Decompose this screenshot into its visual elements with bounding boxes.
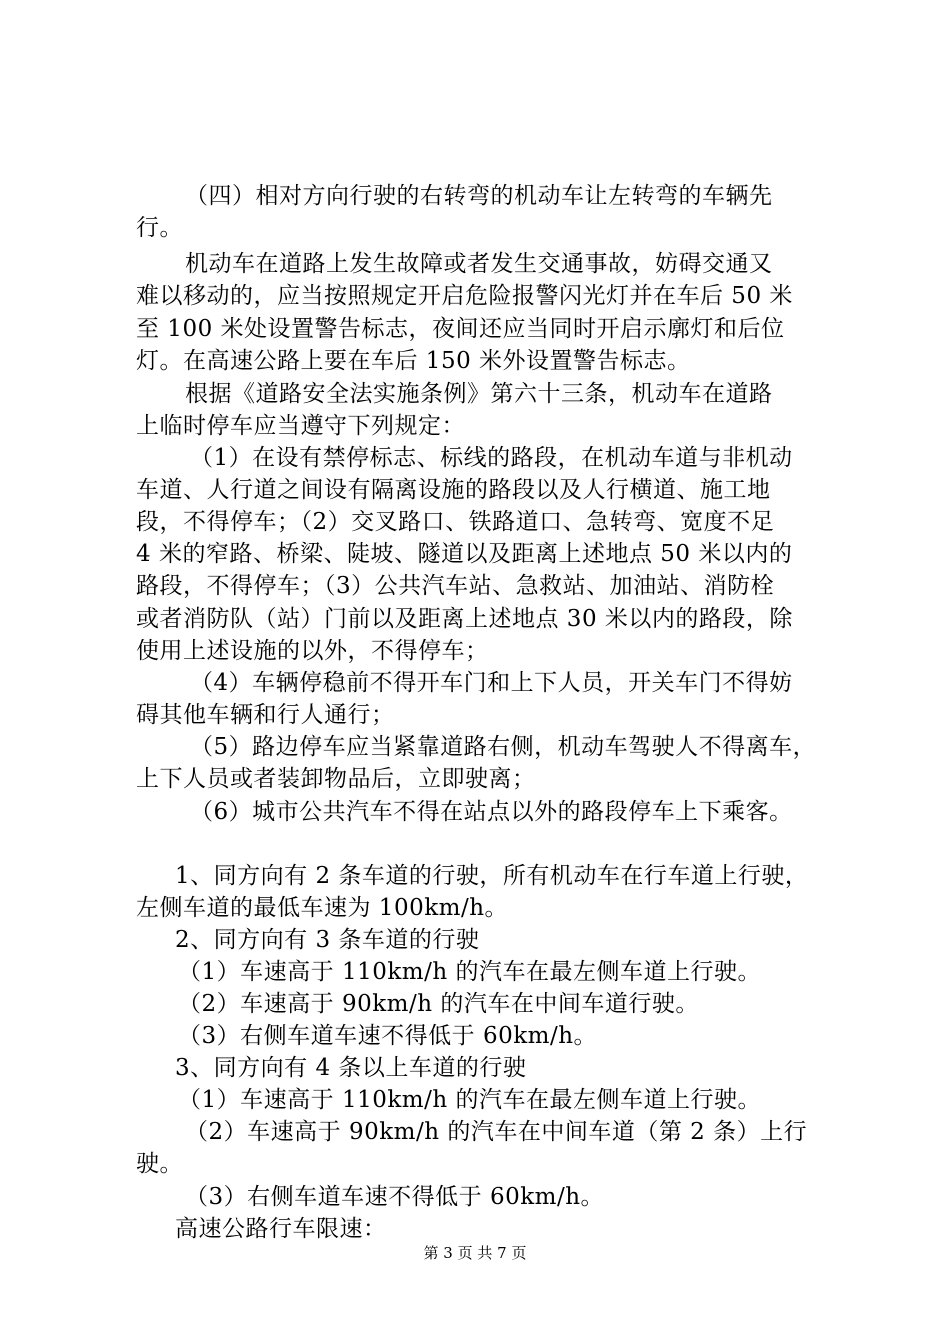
paragraph-line: 根据《道路安全法实施条例》第六十三条，机动车在道路 <box>185 381 773 407</box>
paragraph-line: 3、同方向有 4 条以上车道的行驶 <box>175 1055 527 1081</box>
paragraph-line: （3）右侧车道车速不得低于 60km/h。 <box>178 1023 598 1049</box>
paragraph-line: 使用上述设施的以外，不得停车； <box>136 638 489 664</box>
paragraph-line: 高速公路行车限速： <box>175 1216 387 1242</box>
paragraph-line: 车道、人行道之间设有隔离设施的路段以及人行横道、施工地 <box>136 477 771 503</box>
paragraph-line: 上临时停车应当遵守下列规定： <box>136 413 465 439</box>
paragraph-line: 上下人员或者装卸物品后，立即驶离； <box>136 766 536 792</box>
paragraph-line: 段，不得停车；（2）交叉路口、铁路道口、急转弯、宽度不足 <box>136 509 775 535</box>
paragraph-line: 驶。 <box>136 1151 183 1177</box>
paragraph-line: 或者消防队（站）门前以及距离上述地点 30 米以内的路段，除 <box>136 606 793 632</box>
paragraph-line: （1）车速高于 110km/h 的汽车在最左侧车道上行驶。 <box>178 1087 761 1113</box>
page-number-footer: 第 3 页 共 7 页 <box>423 1244 527 1262</box>
paragraph-line: （3）右侧车道车速不得低于 60km/h。 <box>185 1184 605 1210</box>
paragraph-line: 机动车在道路上发生故障或者发生交通事故，妨碍交通又 <box>185 251 773 277</box>
paragraph-line: 碍其他车辆和行人通行； <box>136 702 395 728</box>
paragraph-line: （1）在设有禁停标志、标线的路段，在机动车道与非机动 <box>190 445 793 471</box>
paragraph-line: （5）路边停车应当紧靠道路右侧，机动车驾驶人不得离车， <box>190 734 817 760</box>
paragraph-line: （四）相对方向行驶的右转弯的机动车让左转弯的车辆先 <box>185 183 773 209</box>
paragraph-line: （2）车速高于 90km/h 的汽车在中间车道（第 2 条）上行 <box>185 1119 808 1145</box>
paragraph-line: 难以移动的，应当按照规定开启危险报警闪光灯并在车后 50 米 <box>136 283 793 309</box>
paragraph-line: （4）车辆停稳前不得开车门和上下人员，开关车门不得妨 <box>190 670 793 696</box>
paragraph-line: 1、同方向有 2 条车道的行驶，所有机动车在行车道上行驶， <box>175 863 809 889</box>
paragraph-line: 2、同方向有 3 条车道的行驶 <box>175 927 480 953</box>
paragraph-line: 至 100 米处设置警告标志，夜间还应当同时开启示廓灯和后位 <box>136 316 785 342</box>
paragraph-line: （2）车速高于 90km/h 的汽车在中间车道行驶。 <box>178 991 699 1017</box>
paragraph-line: 行。 <box>136 215 183 241</box>
paragraph-line: 左侧车道的最低车速为 100km/h。 <box>136 895 509 921</box>
paragraph-line: 灯。在高速公路上要在车后 150 米外设置警告标志。 <box>136 348 691 374</box>
paragraph-line: （1）车速高于 110km/h 的汽车在最左侧车道上行驶。 <box>178 959 761 985</box>
paragraph-line: （6）城市公共汽车不得在站点以外的路段停车上下乘客。 <box>190 799 793 825</box>
paragraph-line: 路段，不得停车；（3）公共汽车站、急救站、加油站、消防栓 <box>136 573 775 599</box>
paragraph-line: 4 米的窄路、桥梁、陡坡、隧道以及距离上述地点 50 米以内的 <box>136 541 793 567</box>
